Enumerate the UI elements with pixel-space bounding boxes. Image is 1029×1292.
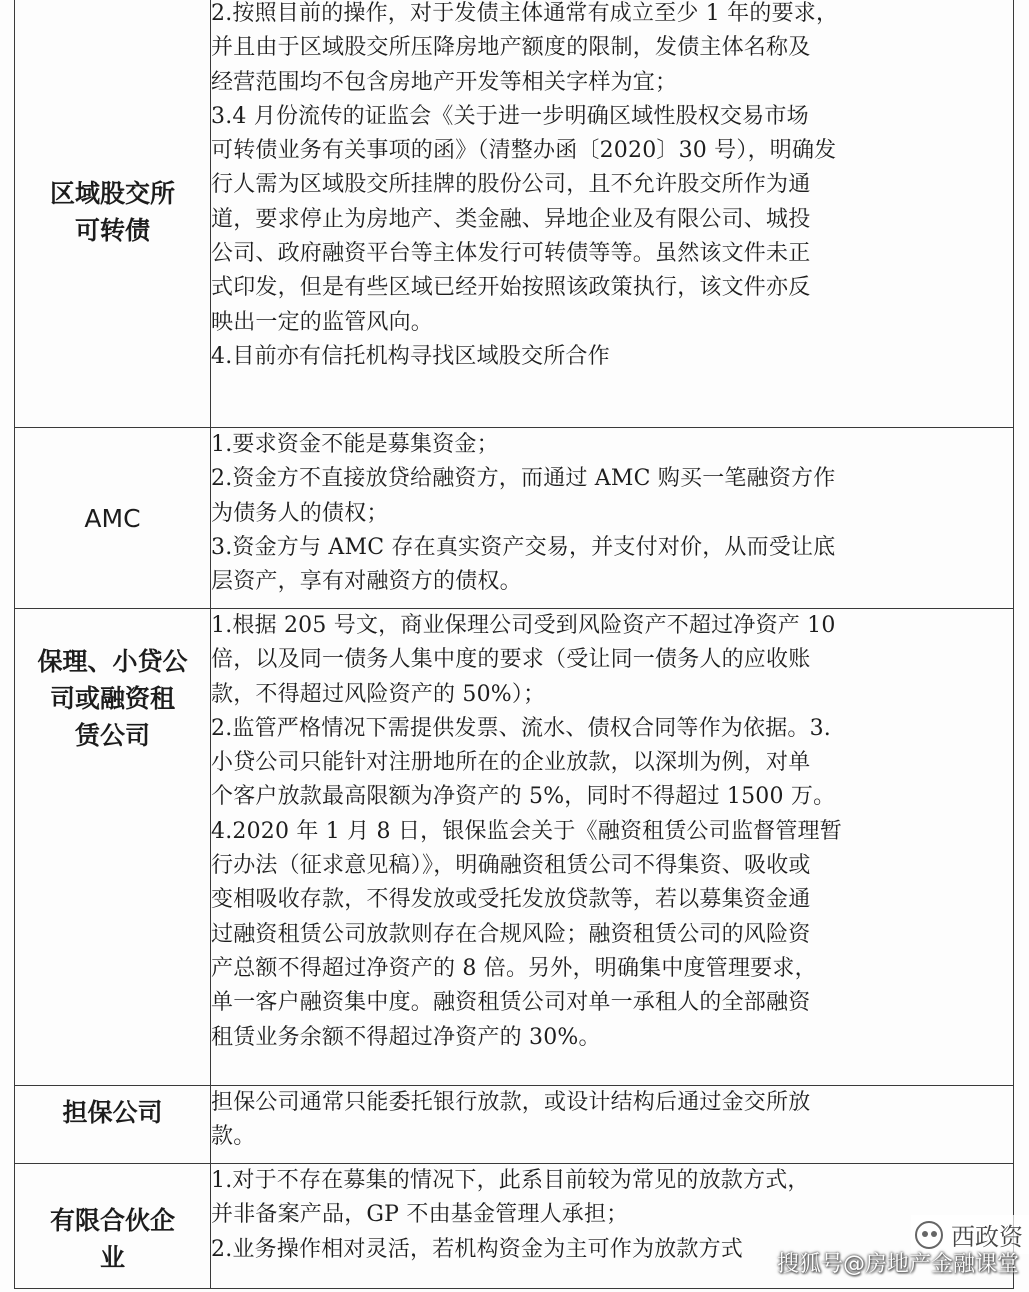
text-line: 租赁业务余额不得超过净资产的 30%。 — [211, 1024, 601, 1050]
text-line: 倍，以及同一债务人集中度的要求（受让同一债务人的应收账 — [211, 647, 811, 673]
text-line: 公司、政府融资平台等主体发行可转债等等。虽然该文件未正 — [211, 241, 811, 267]
row-content — [211, 609, 1014, 1086]
text-line: 小贷公司只能针对注册地所在的企业放款，以深圳为例，对单 — [211, 750, 811, 776]
row-content — [211, 1086, 1014, 1164]
text-line: 道，要求停止为房地产、类金融、异地企业及有限公司、城投 — [211, 206, 811, 232]
text-line: 担保公司通常只能委托银行放款，或设计结构后通过金交所放 — [211, 1090, 811, 1115]
text-line: 2.按照目前的操作，对于发债主体通常有成立至少 1 年的要求， — [211, 1, 839, 26]
text-line: 款。 — [211, 1124, 256, 1150]
text-line: 并非备案产品，GP 不由基金管理人承担； — [211, 1202, 629, 1228]
row-label-limited-partnership — [15, 1164, 211, 1289]
text-line: 1.要求资金不能是募集资金； — [211, 432, 499, 457]
text-line: 行人需为区域股交所挂牌的股份公司，且不允许股交所作为通 — [211, 172, 811, 198]
watermark: 搜狐号@房地产金融课堂 — [776, 1252, 1019, 1277]
row-label-exchange-convertible — [15, 0, 211, 428]
text-line: 款，不得超过风险资产的 50%）； — [211, 681, 546, 707]
wechat-icon — [915, 1221, 943, 1249]
text-line: 行办法（征求意见稿）》，明确融资租赁公司不得集资、吸收或 — [211, 853, 811, 879]
text-line: 1.根据 205 号文，商业保理公司受到风险资产不超过净资产 10 — [211, 613, 836, 638]
text-line: 2.监管严格情况下需提供发票、流水、债权合同等作为依据。3. — [211, 715, 831, 741]
table-row — [15, 609, 1014, 1086]
row-label-guarantee — [15, 1086, 211, 1164]
label-line: 赁公司 — [74, 721, 150, 750]
row-content — [211, 428, 1014, 609]
text-line: 式印发，但是有些区域已经开始按照该政策执行，该文件亦反 — [211, 275, 811, 301]
text-line: 变相吸收存款，不得发放或受托发放贷款等，若以募集资金通 — [211, 887, 811, 913]
text-line: 并且由于区域股交所压降房地产额度的限制，发债主体名称及 — [211, 35, 811, 61]
text-line: 单一客户融资集中度。融资租赁公司对单一承租人的全部融资 — [211, 990, 811, 1016]
text-line: 2.业务操作相对灵活，若机构资金为主可作为放款方式 — [211, 1236, 743, 1262]
text-line: 可转债业务有关事项的函》（清整办函〔2020〕30 号），明确发 — [211, 138, 837, 164]
row-label-factoring-leasing — [15, 609, 211, 1086]
text-line: 个客户放款最高限额为净资产的 5%，同时不得超过 1500 万。 — [211, 784, 836, 810]
label-line: 司或融资租 — [49, 684, 175, 713]
text-line: 映出一定的监管风向。 — [211, 309, 434, 335]
table-row — [15, 428, 1014, 609]
label-line: 有限合伙企 — [49, 1206, 175, 1235]
text-line: 4.2020 年 1 月 8 日，银保监会关于《融资租赁公司监督管理暂 — [211, 818, 842, 844]
text-line: 3.资金方与 AMC 存在真实资产交易，并支付对价，从而受让底 — [211, 534, 836, 560]
label-line: 可转债 — [74, 216, 150, 245]
row-content — [211, 0, 1014, 428]
text-line: 经营范围均不包含房地产开发等相关字样为宜； — [211, 69, 678, 95]
label-line: 保理、小贷公 — [37, 647, 188, 676]
label-line: 区域股交所 — [49, 179, 175, 208]
label-line: 业 — [99, 1243, 125, 1272]
text-line: 4.目前亦有信托机构寻找区域股交所合作 — [211, 343, 610, 369]
text-line: 3.4 月份流传的证监会《关于进一步明确区域性股权交易市场 — [211, 103, 809, 129]
text-line: 过融资租赁公司放款则存在合规风险；融资租赁公司的风险资 — [211, 921, 811, 947]
text-line: 层资产，享有对融资方的债权。 — [211, 569, 522, 595]
text-line: 1.对于不存在募集的情况下，此系目前较为常见的放款方式， — [211, 1168, 810, 1193]
table-row — [15, 0, 1014, 428]
text-line: 为债务人的债权； — [211, 500, 389, 526]
text-line: 2.资金方不直接放贷给融资方，而通过 AMC 购买一笔融资方作 — [211, 466, 836, 492]
row-label-amc — [15, 428, 211, 609]
policy-table — [14, 0, 1014, 1289]
brand-name: 西政资 — [951, 1223, 1023, 1251]
label-line: 担保公司 — [62, 1098, 163, 1127]
label-line: AMC — [84, 503, 141, 533]
text-line: 产总额不得超过净资产的 8 倍。另外，明确集中度管理要求， — [211, 955, 817, 981]
table-row — [15, 1086, 1014, 1164]
